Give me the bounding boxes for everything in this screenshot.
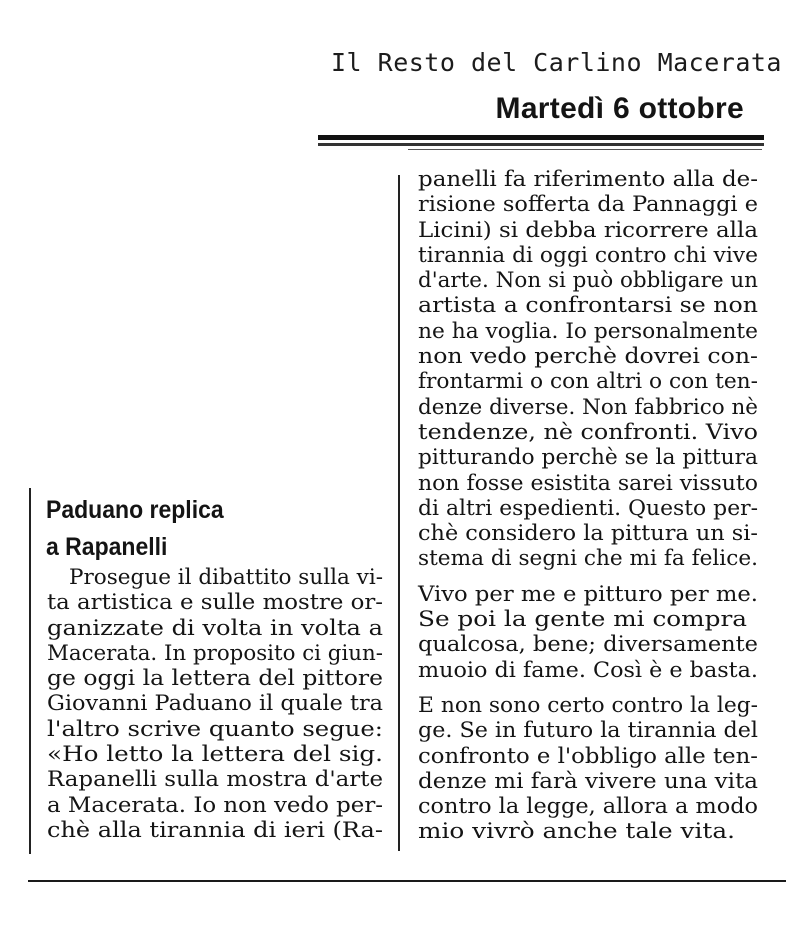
text-line: denze diverse. Non fabbrico nè	[418, 394, 758, 420]
text-line: artista a confrontarsi se non	[418, 293, 758, 319]
text-line: E non sono certo contro la leg-	[418, 692, 758, 718]
text-line: d'arte. Non si può obbligare un	[418, 268, 758, 294]
text-line: Licini) si debba ricorrere alla	[418, 217, 758, 243]
text-line: panelli fa riferimento alla de-	[418, 167, 758, 192]
header-rule	[318, 135, 764, 140]
left-column-rule	[29, 488, 31, 854]
issue-date: Martedì 6 ottobre	[495, 92, 744, 125]
article-headline	[46, 492, 359, 566]
text-line: Rapanelli sulla mostra d'arte	[47, 767, 383, 793]
newspaper-source: Il Resto del Carlino Macerata	[331, 48, 782, 77]
article-left-column	[47, 565, 385, 843]
text-line: contro la legge, allora a modo	[418, 794, 758, 820]
header-rule-tertiary	[408, 149, 762, 150]
header-rule-secondary	[318, 143, 764, 146]
text-line: tendenze, nè confronti. Vivo	[418, 419, 758, 445]
text-line: chè alla tirannia di ieri (Ra-	[47, 817, 383, 843]
text-line: Prosegue il dibattito sulla vi-	[69, 565, 384, 590]
text-line: mio vivrò anche tale vita.	[418, 819, 735, 845]
text-line: Vivo per me e pitturo per me.	[418, 581, 758, 607]
paragraph-gap	[418, 572, 759, 582]
text-line: ne ha voglia. Io personalmente	[418, 318, 758, 344]
text-line: non vedo perchè dovrei con-	[418, 344, 758, 370]
text-line: «Ho letto la lettera del sig.	[47, 742, 383, 768]
text-line: a Macerata. Io non vedo per-	[47, 792, 383, 818]
article-right-column	[418, 167, 759, 845]
text-line: ge oggi la lettera del pittore	[47, 666, 383, 692]
text-line: Macerata. In proposito ci giun-	[47, 640, 383, 666]
text-line: confronto e l'obbligo alle ten-	[418, 743, 758, 769]
headline-line: Paduano replica	[46, 496, 224, 524]
text-line: risione sofferta da Pannaggi e	[418, 192, 758, 218]
text-line: qualcosa, bene; diversamente	[418, 632, 758, 658]
text-line: pitturando perchè se la pittura	[418, 445, 758, 471]
text-line: muoio di fame. Così è e basta.	[418, 657, 758, 683]
text-line: chè considero la pittura un si-	[418, 521, 758, 547]
text-line: stema di segni che mi fa felice.	[418, 546, 758, 572]
text-line: ganizzate di volta in volta a	[47, 615, 383, 641]
paragraph-gap	[418, 683, 759, 693]
text-line: ta artistica e sulle mostre or-	[47, 590, 383, 616]
footer-rule	[28, 880, 786, 882]
text-line: l'altro scrive quanto segue:	[47, 716, 383, 742]
text-line: di altri espedienti. Questo per-	[418, 495, 758, 521]
text-line: frontarmi o con altri o con ten-	[418, 369, 758, 395]
text-line: Giovanni Paduano il quale tra	[47, 691, 383, 717]
headline-line: a Rapanelli	[46, 533, 168, 561]
text-line: non fosse esistita sarei vissuto	[418, 470, 758, 496]
text-line: tirannia di oggi contro chi vive	[418, 242, 758, 268]
text-line: denze mi farà vivere una vita	[418, 768, 758, 794]
text-line: Se poi la gente mi compra	[418, 607, 748, 633]
text-line: ge. Se in futuro la tirannia del	[418, 718, 758, 744]
